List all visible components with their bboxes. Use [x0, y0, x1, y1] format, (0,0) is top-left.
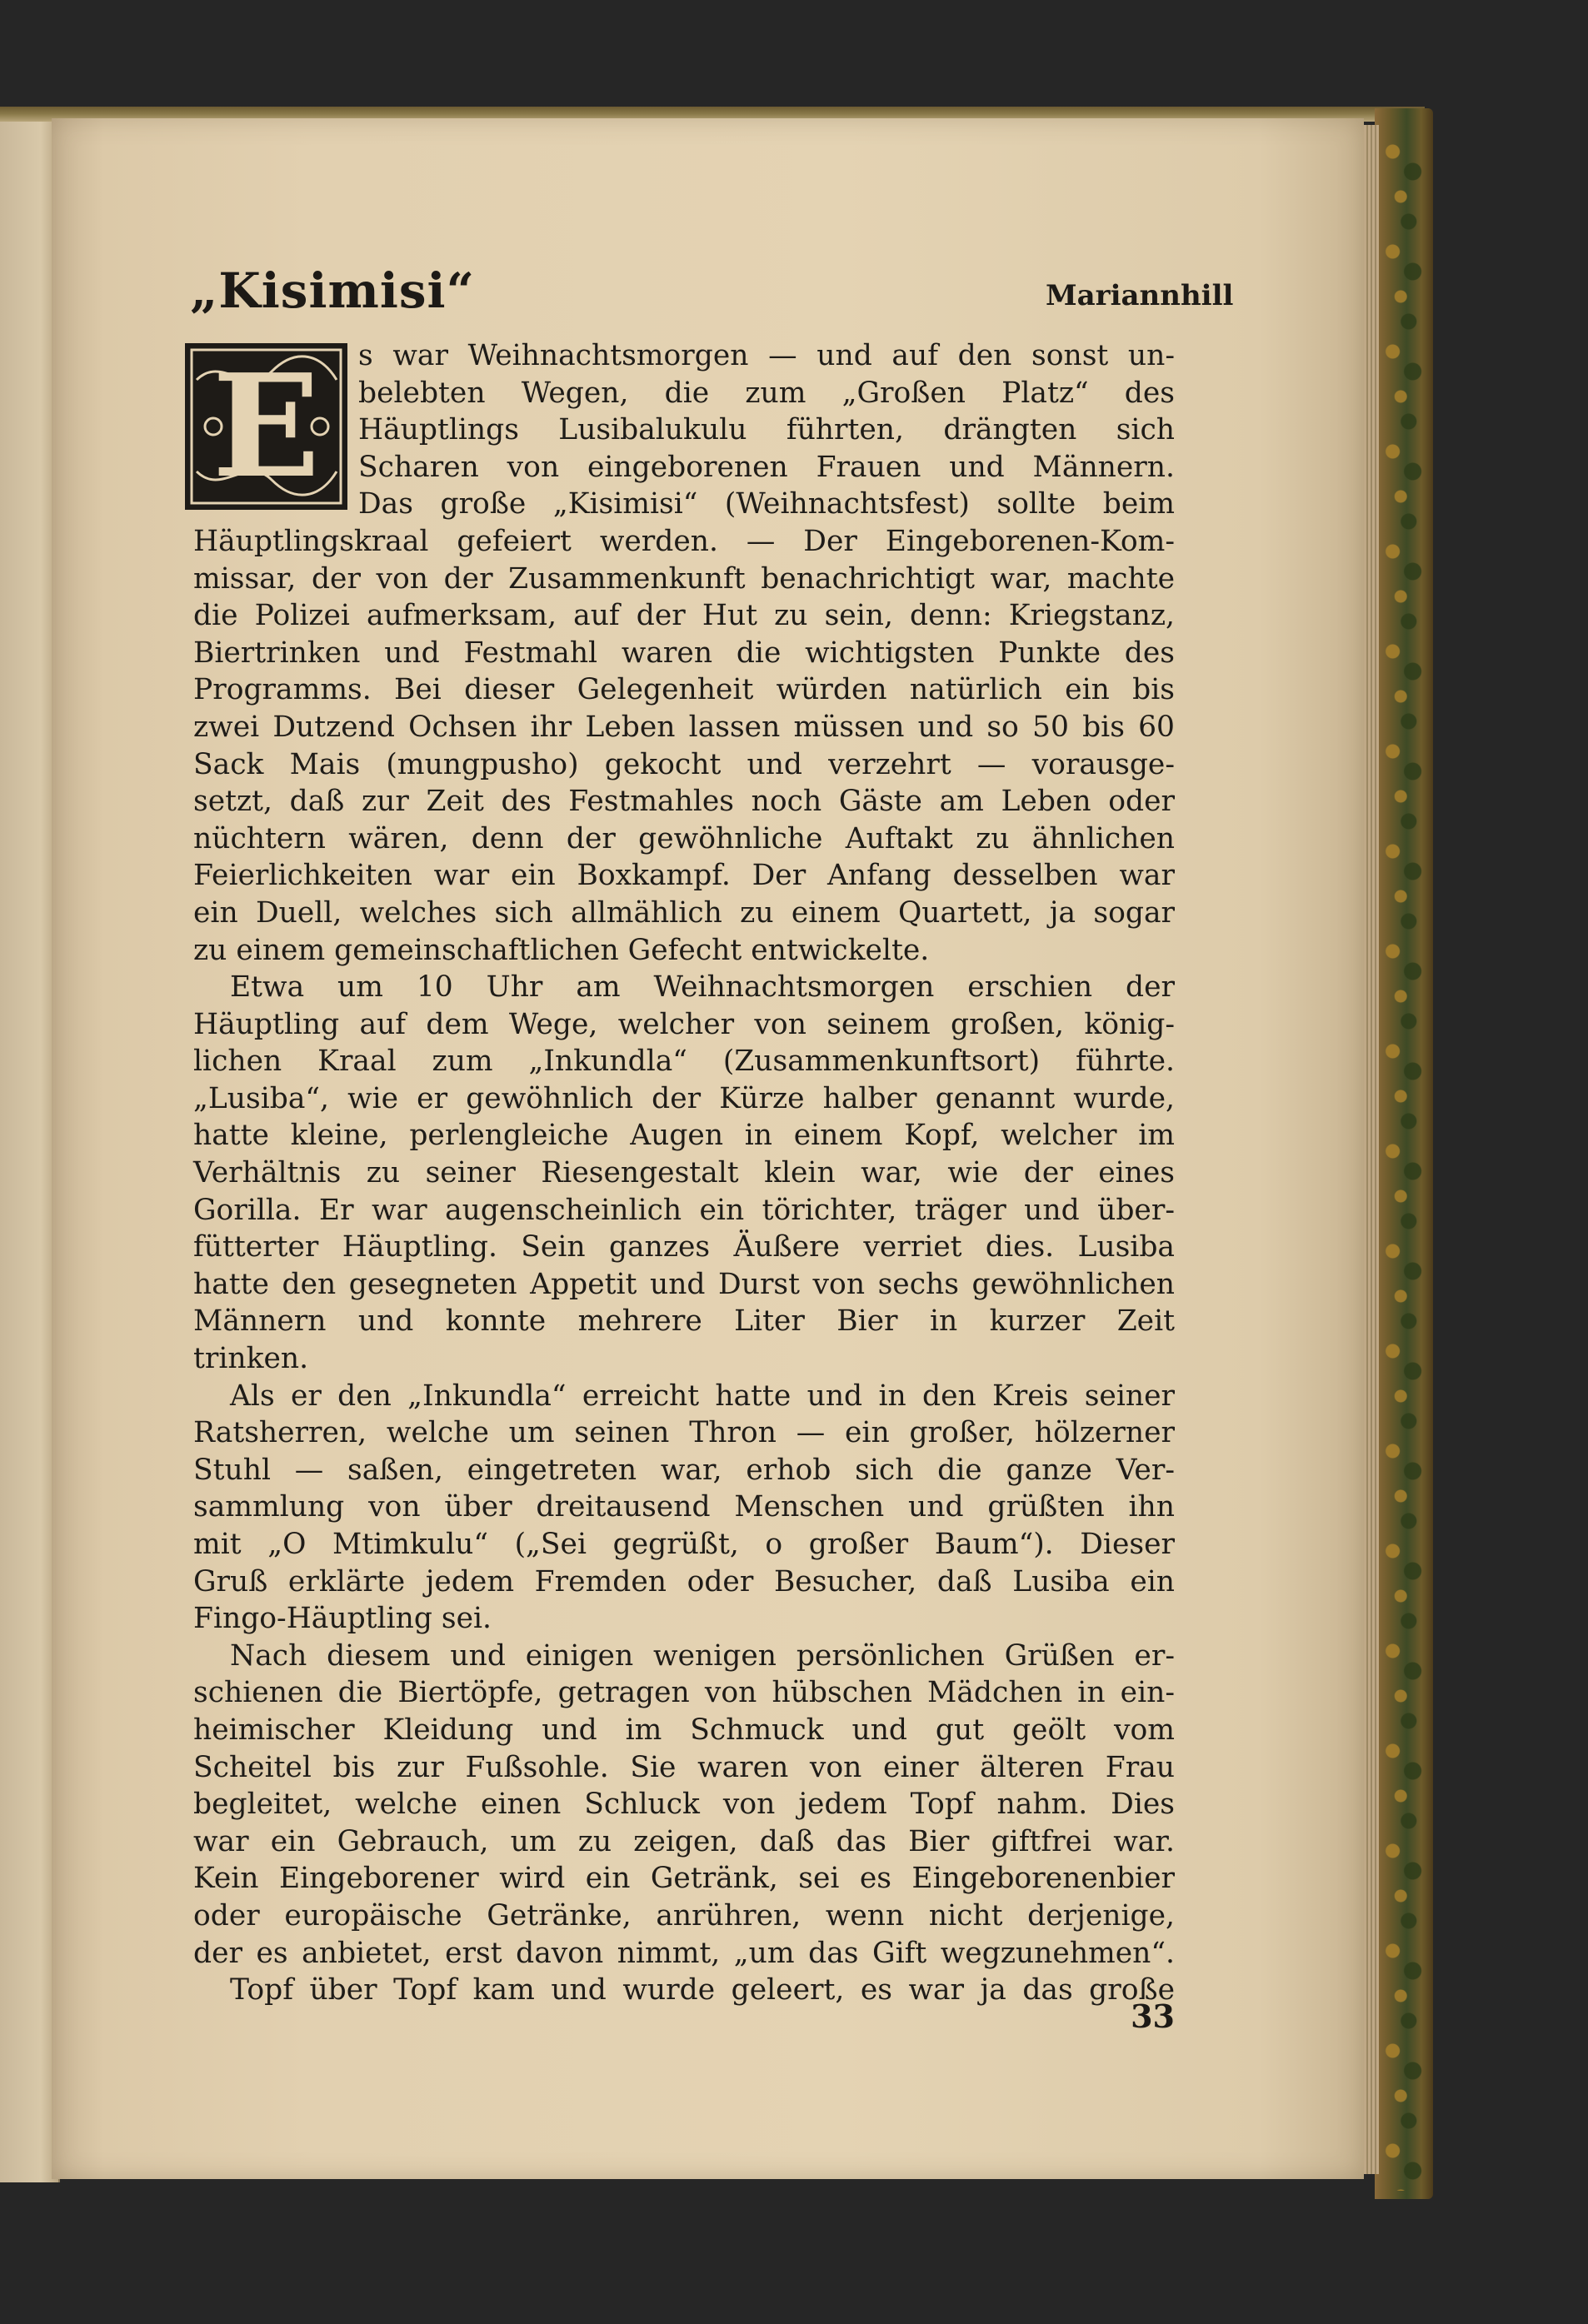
text-line: nüchtern wären, denn der gewöhnliche Auftakt zu ähnlichen	[193, 821, 1175, 855]
text-line: hatte den gesegneten Appetit und Durst von sechs gewöhnlichen	[193, 1267, 1175, 1301]
text-line: oder europäische Getränke, anrühren, wenn nicht derjenige,	[193, 1898, 1175, 1933]
running-header-place: Mariannhill	[1046, 279, 1234, 312]
text-line: Ratsherren, welche um seinen Thron — ein großer, hölzerner	[193, 1416, 1175, 1450]
text-line: Biertrinken und Festmahl waren die wichtigsten Punkte des	[193, 636, 1175, 670]
text-line: Häuptlings Lusibalukulu führten, drängten sich	[358, 413, 1175, 447]
text-line: lichen Kraal zum „Inkundla“ (Zusammenkunftsort) führte.	[193, 1045, 1175, 1079]
text-line: Häuptlingskraal gefeiert werden. — Der Eingeborenen-Kom-	[193, 524, 1175, 558]
text-line: zwei Dutzend Ochsen ihr Leben lassen müssen und so 50 bis 60	[193, 710, 1175, 744]
text-line: trinken.	[193, 1342, 309, 1376]
text-line: die Polizei aufmerksam, auf der Hut zu sein, denn: Kriegstanz,	[193, 599, 1175, 633]
text-line: Sack Mais (mungpusho) gekocht und verzehrt — vorausge-	[193, 747, 1175, 781]
text-line: Programms. Bei dieser Gelegenheit würden natürlich ein bis	[193, 673, 1175, 707]
text-line: Stuhl — saßen, eingetreten war, erhob sich die ganze Ver-	[193, 1453, 1175, 1487]
text-line: sammlung von über dreitausend Menschen und grüßten ihn	[193, 1490, 1175, 1524]
text-line: Männern und konnte mehrere Liter Bier in kurzer Zeit	[193, 1304, 1175, 1339]
text-line: hatte kleine, perlengleiche Augen in einem Kopf, welcher im	[193, 1119, 1175, 1153]
text-line: „Lusiba“, wie er gewöhnlich der Kürze halber genannt wurde,	[193, 1081, 1175, 1115]
text-line: begleitet, welche einen Schluck von jedem Topf nahm. Dies	[193, 1788, 1175, 1822]
text-line: Häuptling auf dem Wege, welcher von seinem großen, könig-	[193, 1007, 1175, 1041]
text-line: Etwa um 10 Uhr am Weihnachtsmorgen erschien der	[230, 970, 1175, 1005]
text-line: Feierlichkeiten war ein Boxkampf. Der Anfang desselben war	[193, 859, 1175, 893]
text-line: Als er den „Inkundla“ erreicht hatte und in den Kreis seiner	[230, 1379, 1175, 1413]
text-line: Gruß erklärte jedem Fremden oder Besucher, daß Lusiba ein	[193, 1564, 1175, 1598]
text-line: Fingo-Häuptling sei.	[193, 1602, 492, 1636]
text-line: Scheitel bis zur Fußsohle. Sie waren von einer älteren Frau	[193, 1750, 1175, 1784]
marbled-cover-pattern	[1385, 142, 1425, 2191]
text-line: Nach diesem und einigen wenigen persönlichen Grüßen er-	[230, 1638, 1175, 1673]
text-line: schienen die Biertöpfe, getragen von hübschen Mädchen in ein-	[193, 1676, 1175, 1710]
text-line: Kein Eingeborener wird ein Getränk, sei es Eingeborenenbier	[193, 1862, 1175, 1896]
page-stack-edge	[1364, 125, 1379, 2174]
article-title: „Kisimisi“	[190, 262, 475, 319]
text-line: Verhältnis zu seiner Riesengestalt klein war, wie der eines	[193, 1156, 1175, 1190]
text-line: fütterter Häuptling. Sein ganzes Äußere verriet dies. Lusiba	[193, 1230, 1175, 1264]
article-body	[193, 337, 1175, 2009]
text-line: ein Duell, welches sich allmählich zu einem Quartett, ja sogar	[193, 895, 1175, 930]
text-line: heimischer Kleidung und im Schmuck und gut geölt vom	[193, 1713, 1175, 1747]
text-line: der es anbietet, erst davon nimmt, „um das Gift wegzunehmen“.	[193, 1936, 1175, 1970]
text-line: Das große „Kisimisi“ (Weihnachtsfest) sollte beim	[358, 487, 1175, 521]
initial-letter: E	[212, 343, 321, 510]
page-number: 33	[1131, 1997, 1175, 2035]
text-line: Topf über Topf kam und wurde geleert, es war ja das große	[230, 1973, 1175, 2007]
text-line: war ein Gebrauch, um zu zeigen, daß das Bier giftfrei war.	[193, 1824, 1175, 1858]
text-line: Gorilla. Er war augenscheinlich ein törichter, träger und über-	[193, 1193, 1175, 1227]
text-line: s war Weihnachtsmorgen — und auf den sonst un-	[358, 339, 1175, 372]
text-line: zu einem gemeinschaftlichen Gefecht entwickelte.	[193, 933, 930, 967]
text-line: belebten Wegen, die zum „Großen Platz“ des	[358, 376, 1175, 410]
text-line: setzt, daß zur Zeit des Festmahles noch Gäste am Leben oder	[193, 785, 1175, 819]
text-line: Scharen von eingeborenen Frauen und Männern.	[358, 450, 1175, 484]
text-line: mit „O Mtimkulu“ („Sei gegrüßt, o großer Baum“). Dieser	[193, 1528, 1175, 1561]
text-line: missar, der von der Zusammenkunft benachrichtigt war, machte	[193, 561, 1175, 596]
